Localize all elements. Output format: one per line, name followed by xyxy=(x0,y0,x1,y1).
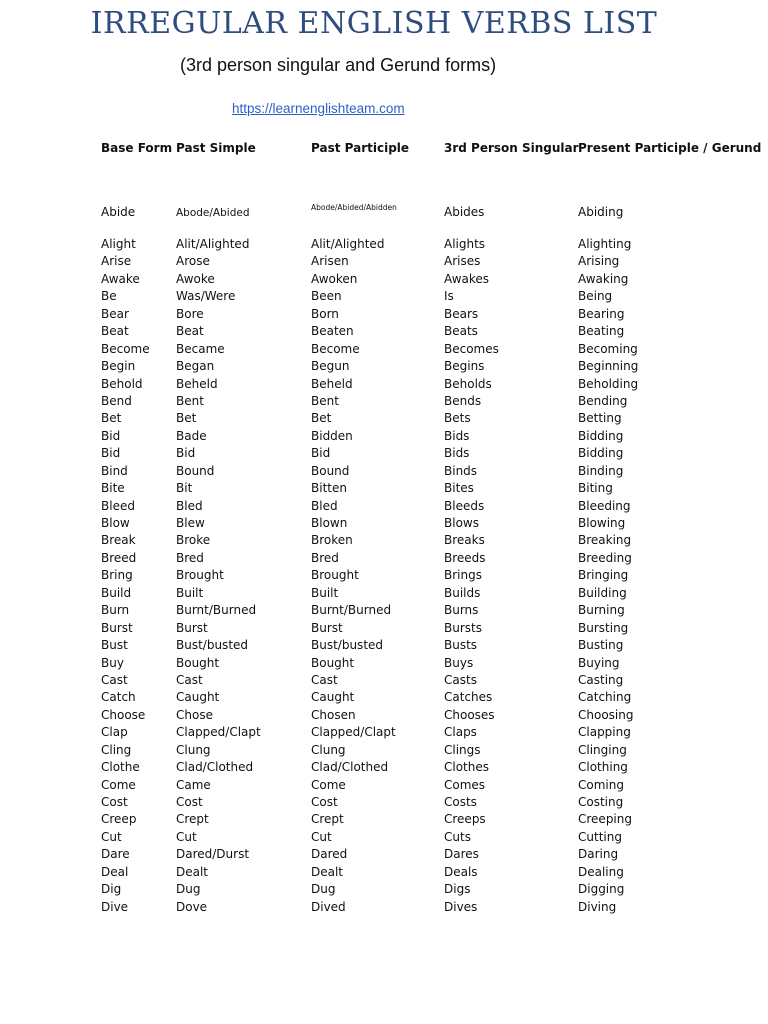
header-third-person-singular: 3rd Person Singular xyxy=(444,141,579,155)
cell-past-simple: Dared/Durst xyxy=(176,847,250,862)
cell-third-person: Dares xyxy=(444,847,479,862)
cell-past-participle: Bitten xyxy=(311,481,347,496)
cell-past-simple: Was/Were xyxy=(176,289,236,304)
cell-past-participle: Dug xyxy=(311,882,336,897)
table-row xyxy=(0,480,768,497)
cell-gerund: Coming xyxy=(578,777,624,792)
cell-gerund: Becoming xyxy=(578,341,638,356)
cell-base-form: Deal xyxy=(101,864,129,879)
cell-gerund: Binding xyxy=(578,463,624,478)
cell-past-simple: Cut xyxy=(176,829,197,844)
cell-base-form: Build xyxy=(101,585,132,600)
cell-gerund: Beating xyxy=(578,324,625,339)
cell-past-participle: Begun xyxy=(311,359,350,374)
cell-past-participle: Dared xyxy=(311,847,348,862)
cell-past-participle: Beheld xyxy=(311,376,353,391)
table-row xyxy=(0,376,768,393)
cell-gerund: Bidding xyxy=(578,428,624,443)
cell-third-person: Bears xyxy=(444,306,479,321)
cell-past-participle: Blown xyxy=(311,516,348,530)
cell-third-person: Catches xyxy=(444,690,493,705)
cell-past-simple: Burnt/Burned xyxy=(176,603,257,618)
cell-gerund: Abiding xyxy=(578,205,624,219)
cell-past-participle: Clad/Clothed xyxy=(311,760,389,775)
table-row xyxy=(0,811,768,828)
cell-past-simple: Alit/Alighted xyxy=(176,237,250,251)
cell-past-simple: Became xyxy=(176,341,225,356)
cell-past-simple: Bought xyxy=(176,655,220,670)
cell-past-participle: Awoken xyxy=(311,271,358,286)
cell-third-person: Beholds xyxy=(444,376,492,391)
cell-past-simple: Arose xyxy=(176,254,210,269)
table-row xyxy=(0,306,768,323)
cell-past-participle: Burnt/Burned xyxy=(311,603,392,618)
cell-past-participle: Beaten xyxy=(311,324,354,339)
cell-third-person: Arises xyxy=(444,254,481,269)
cell-past-simple: Burst xyxy=(176,620,208,635)
cell-gerund: Breaking xyxy=(578,533,632,548)
table-header xyxy=(0,139,768,157)
cell-gerund: Bursting xyxy=(578,620,629,635)
cell-third-person: Bids xyxy=(444,446,470,461)
cell-gerund: Casting xyxy=(578,672,624,687)
cell-past-participle: Brought xyxy=(311,568,359,583)
cell-base-form: Bid xyxy=(101,428,121,443)
table-row xyxy=(0,271,768,288)
cell-base-form: Bring xyxy=(101,568,133,583)
cell-third-person: Clings xyxy=(444,742,481,757)
cell-base-form: Bet xyxy=(101,411,122,426)
table-row xyxy=(0,567,768,584)
cell-gerund: Dealing xyxy=(578,864,624,879)
cell-past-participle: Alit/Alighted xyxy=(311,237,385,251)
cell-third-person: Bids xyxy=(444,428,470,443)
cell-past-simple: Bade xyxy=(176,428,207,443)
cell-third-person: Blows xyxy=(444,516,479,530)
cell-past-simple: Crept xyxy=(176,812,209,827)
cell-base-form: Burst xyxy=(101,620,133,635)
cell-third-person: Binds xyxy=(444,463,478,478)
cell-third-person: Breaks xyxy=(444,533,485,548)
cell-gerund: Bringing xyxy=(578,568,629,583)
cell-past-participle: Bet xyxy=(311,411,332,426)
cell-third-person: Awakes xyxy=(444,271,490,286)
page-subtitle: (3rd person singular and Gerund forms) xyxy=(180,55,497,75)
cell-third-person: Brings xyxy=(444,568,482,583)
cell-past-participle: Bled xyxy=(311,498,338,513)
page-title: IRREGULAR ENGLISH VERBS LIST xyxy=(90,6,658,41)
cell-third-person: Builds xyxy=(444,585,481,600)
table-row xyxy=(0,236,768,253)
cell-gerund: Bidding xyxy=(578,446,624,461)
cell-base-form: Break xyxy=(101,533,136,548)
cell-base-form: Behold xyxy=(101,376,143,391)
cell-past-simple: Abode/Abided xyxy=(176,207,250,219)
cell-base-form: Dive xyxy=(101,899,129,914)
cell-gerund: Cutting xyxy=(578,829,622,844)
cell-past-simple: Built xyxy=(176,585,204,600)
cell-past-participle: Come xyxy=(311,777,346,792)
cell-base-form: Buy xyxy=(101,655,124,670)
cell-base-form: Awake xyxy=(101,271,140,286)
cell-past-simple: Broke xyxy=(176,533,211,548)
cell-base-form: Burn xyxy=(101,603,130,618)
cell-third-person: Becomes xyxy=(444,341,499,356)
cell-third-person: Comes xyxy=(444,777,486,792)
cell-gerund: Betting xyxy=(578,411,622,426)
cell-third-person: Bets xyxy=(444,411,471,426)
cell-gerund: Creeping xyxy=(578,812,632,827)
cell-past-participle: Abode/Abided/Abidden xyxy=(311,203,397,212)
cell-past-simple: Chose xyxy=(176,707,213,722)
cell-third-person: Dives xyxy=(444,899,478,914)
cell-past-simple: Bet xyxy=(176,411,197,426)
cell-past-simple: Clung xyxy=(176,742,211,757)
table-row xyxy=(0,498,768,515)
cell-base-form: Become xyxy=(101,341,150,356)
cell-past-simple: Bit xyxy=(176,481,193,496)
cell-past-participle: Bust/busted xyxy=(311,638,384,653)
cell-past-participle: Built xyxy=(311,585,339,600)
cell-base-form: Breed xyxy=(101,550,137,565)
cell-past-participle: Bidden xyxy=(311,428,353,443)
cell-gerund: Bleeding xyxy=(578,498,631,513)
table-row xyxy=(0,253,768,270)
cell-past-simple: Bound xyxy=(176,463,215,478)
cell-past-simple: Awoke xyxy=(176,271,215,286)
cell-gerund: Alighting xyxy=(578,237,632,251)
cell-third-person: Bends xyxy=(444,393,482,408)
cell-base-form: Dare xyxy=(101,847,130,862)
cell-gerund: Clinging xyxy=(578,742,627,757)
table-row xyxy=(0,515,768,532)
cell-past-simple: Came xyxy=(176,777,211,792)
table-row xyxy=(0,881,768,898)
cell-base-form: Catch xyxy=(101,690,136,705)
cell-base-form: Cut xyxy=(101,829,122,844)
cell-base-form: Cling xyxy=(101,742,132,757)
cell-past-simple: Bred xyxy=(176,550,204,565)
cell-base-form: Creep xyxy=(101,812,137,827)
cell-past-participle: Chosen xyxy=(311,707,356,722)
cell-gerund: Buying xyxy=(578,655,620,670)
cell-past-simple: Blew xyxy=(176,516,205,530)
cell-gerund: Awaking xyxy=(578,271,629,286)
table-row xyxy=(0,620,768,637)
cell-base-form: Bleed xyxy=(101,498,135,513)
table-row xyxy=(0,777,768,794)
cell-gerund: Breeding xyxy=(578,550,632,565)
cell-third-person: Begins xyxy=(444,359,485,374)
cell-past-simple: Bore xyxy=(176,306,204,321)
table-row xyxy=(0,829,768,846)
cell-past-participle: Cost xyxy=(311,795,338,809)
cell-past-simple: Beat xyxy=(176,324,204,339)
cell-past-simple: Caught xyxy=(176,690,220,705)
cell-third-person: Chooses xyxy=(444,707,495,722)
table-row xyxy=(0,602,768,619)
cell-gerund: Bearing xyxy=(578,306,625,321)
table-row xyxy=(0,341,768,358)
cell-past-participle: Bought xyxy=(311,655,355,670)
table-row xyxy=(0,410,768,427)
cell-past-participle: Clapped/Clapt xyxy=(311,725,396,740)
table-row xyxy=(0,393,768,410)
cell-past-participle: Arisen xyxy=(311,254,349,269)
cell-gerund: Burning xyxy=(578,603,625,618)
cell-third-person: Cuts xyxy=(444,829,471,844)
cell-third-person: Beats xyxy=(444,324,478,339)
cell-base-form: Choose xyxy=(101,707,146,722)
table-row xyxy=(0,864,768,881)
table-row xyxy=(0,358,768,375)
cell-third-person: Costs xyxy=(444,795,477,809)
cell-base-form: Clap xyxy=(101,725,128,740)
website-link[interactable]: https://learnenglishteam.com xyxy=(232,101,405,116)
cell-past-simple: Clad/Clothed xyxy=(176,760,254,775)
table-row xyxy=(0,532,768,549)
cell-past-simple: Brought xyxy=(176,568,224,583)
table-row xyxy=(0,846,768,863)
cell-past-participle: Crept xyxy=(311,812,344,827)
cell-base-form: Bear xyxy=(101,306,129,321)
table-row xyxy=(0,288,768,305)
cell-third-person: Claps xyxy=(444,725,477,740)
cell-base-form: Cast xyxy=(101,672,128,687)
cell-third-person: Casts xyxy=(444,672,477,687)
cell-third-person: Deals xyxy=(444,864,478,879)
cell-past-participle: Broken xyxy=(311,533,353,548)
cell-third-person: Is xyxy=(444,289,454,304)
cell-gerund: Daring xyxy=(578,847,619,862)
cell-past-participle: Been xyxy=(311,289,342,304)
cell-past-simple: Dealt xyxy=(176,864,209,879)
cell-past-participle: Bred xyxy=(311,550,339,565)
table-row xyxy=(0,759,768,776)
table-row xyxy=(0,323,768,340)
table-row xyxy=(0,585,768,602)
cell-base-form: Bind xyxy=(101,463,128,478)
cell-past-participle: Caught xyxy=(311,690,355,705)
header-base-form: Base Form xyxy=(101,141,173,155)
cell-gerund: Choosing xyxy=(578,707,634,722)
cell-base-form: Blow xyxy=(101,516,130,530)
cell-past-participle: Cast xyxy=(311,672,338,687)
cell-gerund: Being xyxy=(578,289,613,304)
cell-gerund: Busting xyxy=(578,638,624,653)
cell-base-form: Begin xyxy=(101,359,136,374)
cell-past-simple: Bled xyxy=(176,498,203,513)
cell-third-person: Creeps xyxy=(444,812,486,827)
cell-third-person: Digs xyxy=(444,882,471,897)
cell-gerund: Beholding xyxy=(578,376,639,391)
cell-past-simple: Bent xyxy=(176,393,204,408)
table-row xyxy=(0,428,768,445)
cell-base-form: Bid xyxy=(101,446,121,461)
cell-past-simple: Dove xyxy=(176,899,208,914)
table-row xyxy=(0,637,768,654)
cell-past-simple: Began xyxy=(176,359,215,374)
table-row xyxy=(0,655,768,672)
table-row xyxy=(0,724,768,741)
cell-gerund: Arising xyxy=(578,254,620,269)
table-row xyxy=(0,689,768,706)
table-row xyxy=(0,672,768,689)
cell-base-form: Dig xyxy=(101,882,122,897)
cell-third-person: Abides xyxy=(444,205,485,219)
cell-past-simple: Clapped/Clapt xyxy=(176,725,261,740)
cell-gerund: Beginning xyxy=(578,359,639,374)
cell-base-form: Cost xyxy=(101,795,128,809)
table-row xyxy=(0,742,768,759)
cell-base-form: Be xyxy=(101,289,117,304)
table-row xyxy=(0,550,768,567)
table-row xyxy=(0,899,768,916)
cell-third-person: Bursts xyxy=(444,620,482,635)
cell-gerund: Blowing xyxy=(578,516,626,530)
cell-base-form: Beat xyxy=(101,324,129,339)
cell-gerund: Biting xyxy=(578,481,613,496)
cell-past-participle: Dealt xyxy=(311,864,344,879)
cell-third-person: Alights xyxy=(444,237,486,251)
cell-base-form: Bite xyxy=(101,481,125,496)
cell-past-participle: Born xyxy=(311,306,339,321)
header-past-participle: Past Participle xyxy=(311,141,410,155)
cell-base-form: Bend xyxy=(101,393,132,408)
table-row xyxy=(0,445,768,462)
cell-gerund: Building xyxy=(578,585,627,600)
cell-third-person: Clothes xyxy=(444,760,489,775)
cell-base-form: Abide xyxy=(101,205,136,219)
cell-base-form: Arise xyxy=(101,254,132,269)
cell-gerund: Bending xyxy=(578,393,628,408)
cell-past-participle: Bent xyxy=(311,393,339,408)
cell-third-person: Burns xyxy=(444,603,479,618)
cell-past-simple: Dug xyxy=(176,882,201,897)
cell-gerund: Catching xyxy=(578,690,632,705)
verb-table-body xyxy=(0,236,768,916)
header-present-participle-gerund: Present Participle / Gerund xyxy=(578,141,762,155)
cell-past-participle: Dived xyxy=(311,899,346,914)
cell-past-participle: Clung xyxy=(311,742,346,757)
table-row xyxy=(0,794,768,811)
cell-gerund: Clothing xyxy=(578,760,628,775)
cell-third-person: Bites xyxy=(444,481,474,496)
cell-past-simple: Beheld xyxy=(176,376,218,391)
cell-past-simple: Bid xyxy=(176,446,196,461)
cell-third-person: Busts xyxy=(444,638,478,653)
cell-base-form: Come xyxy=(101,777,136,792)
cell-third-person: Buys xyxy=(444,655,474,670)
cell-gerund: Digging xyxy=(578,882,625,897)
cell-base-form: Clothe xyxy=(101,760,140,775)
cell-past-participle: Become xyxy=(311,341,360,356)
cell-base-form: Alight xyxy=(101,237,136,251)
cell-third-person: Bleeds xyxy=(444,498,485,513)
table-row xyxy=(0,463,768,480)
cell-gerund: Diving xyxy=(578,899,617,914)
cell-third-person: Breeds xyxy=(444,550,486,565)
cell-past-simple: Cast xyxy=(176,672,203,687)
table-row xyxy=(0,203,768,221)
cell-past-simple: Cost xyxy=(176,795,203,809)
header-past-simple: Past Simple xyxy=(176,141,256,155)
cell-gerund: Costing xyxy=(578,795,624,809)
cell-base-form: Bust xyxy=(101,638,128,653)
cell-past-participle: Bid xyxy=(311,446,331,461)
cell-past-simple: Bust/busted xyxy=(176,638,249,653)
cell-gerund: Clapping xyxy=(578,725,631,740)
cell-past-participle: Burst xyxy=(311,620,343,635)
cell-past-participle: Cut xyxy=(311,829,332,844)
cell-past-participle: Bound xyxy=(311,463,350,478)
table-row xyxy=(0,707,768,724)
